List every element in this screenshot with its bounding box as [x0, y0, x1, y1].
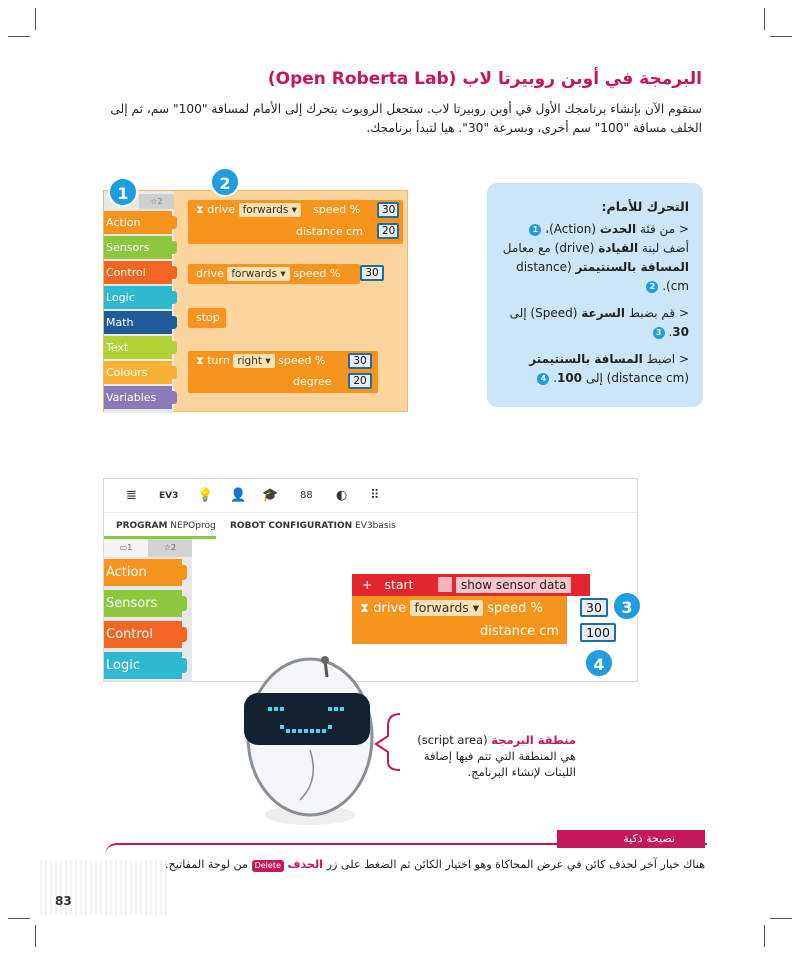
category-action[interactable]: Action	[104, 559, 182, 586]
robot-illustration	[240, 655, 390, 830]
drive-distance-block[interactable]	[188, 200, 403, 244]
distance-input[interactable]: 100	[580, 623, 616, 642]
user-icon[interactable]: 👤	[230, 488, 247, 503]
direction-dropdown[interactable]: forwards ▾	[227, 267, 289, 281]
block-label: drive	[373, 601, 407, 616]
category-logic[interactable]: Logic	[104, 652, 182, 679]
speed-label: speed %	[313, 203, 361, 216]
hourglass-icon: ⧗	[196, 203, 204, 216]
speed-label: speed %	[293, 267, 341, 280]
intro-paragraph: ستقوم الآن بإنشاء برنامجك الأول في أوبن روبيرتا لاب. ستجعل الروبوت يتحرك إلى الأمام لمسافة "100" سم، ثم إلى الخلف مسافة "100" سم أخرى، وبسرعة "30". هيا لتبدأ برنامجك.	[110, 102, 702, 135]
category-sensors[interactable]: Sensors	[104, 590, 182, 617]
tip-label: نصيحة ذكية	[557, 830, 705, 848]
speed-label: speed %	[278, 354, 326, 367]
editor-tabs	[104, 513, 637, 539]
gallery-icon[interactable]: 88	[300, 490, 313, 501]
speed-input[interactable]: 30	[348, 353, 372, 369]
step-badge-1: 1	[108, 177, 138, 207]
category-logic[interactable]: Logic	[104, 286, 172, 309]
distance-label: distance cm	[296, 225, 363, 238]
crop-mark	[8, 36, 30, 37]
hourglass-icon: ⧗	[196, 354, 204, 367]
graduation-cap-icon[interactable]: 🎓	[262, 488, 279, 503]
ev3-icon[interactable]: EV3	[159, 491, 179, 501]
step-marker: 3	[653, 327, 665, 339]
category-panel	[104, 191, 174, 413]
tab-robot-configuration[interactable]: ROBOT CONFIGURATION EV3basis	[230, 521, 396, 531]
category-sensors[interactable]: Sensors	[104, 236, 172, 259]
start-label: start	[384, 577, 414, 592]
block-label: turn	[207, 354, 230, 367]
start-block[interactable]	[352, 574, 590, 596]
direction-dropdown[interactable]: right ▾	[233, 354, 274, 368]
crop-mark	[764, 8, 765, 30]
instruction-item: < قم بضبط السرعة (Speed) إلى 30. 3	[509, 306, 689, 339]
direction-dropdown[interactable]: forwards ▾	[410, 600, 483, 616]
stop-block[interactable]	[188, 308, 226, 328]
blockly-screenshot-1	[103, 190, 408, 412]
block-label: drive	[207, 203, 236, 216]
category-action[interactable]: Action	[104, 211, 172, 234]
globe-icon[interactable]: ◐	[336, 488, 348, 503]
apps-grid-icon[interactable]: ⠿	[370, 488, 380, 503]
block-label: stop	[196, 311, 220, 324]
step-badge-2: 2	[210, 167, 240, 197]
category-control[interactable]: Control	[104, 621, 182, 648]
script-area-callout: منطقة البرمجة (script area) هي المنطقة التي تتم فيها إضافة اللبنات لإنشاء البرنامج.	[417, 733, 576, 779]
callout-bracket	[372, 712, 402, 772]
tab-favorites[interactable]: ☆2	[148, 539, 192, 557]
plus-icon[interactable]: +	[362, 577, 373, 592]
editor-toolbar	[104, 479, 637, 513]
open-roberta-editor	[103, 478, 638, 682]
sensor-checkbox[interactable]	[438, 577, 452, 592]
instructions-box	[487, 183, 703, 407]
speed-label: speed %	[487, 601, 543, 616]
delete-key: Delete	[252, 860, 284, 872]
menu-icon[interactable]: ≣	[126, 488, 137, 503]
distance-input[interactable]: 20	[377, 223, 399, 239]
step-badge-3: 3	[612, 591, 642, 621]
show-sensor-data-label: show sensor data	[456, 577, 571, 593]
step-marker: 4	[537, 373, 549, 385]
tip-text: هناك خيار آخر لحذف كائن في عرض المحاكاة وهو اختيار الكائن ثم الضغط على زر الحذف Delete من لوحة المفاتيح.	[164, 858, 705, 871]
category-colours[interactable]: Colours	[104, 361, 172, 384]
instruction-item: < اضبط المسافة بالسنتيمتر (distance cm) إلى 100. 4	[529, 352, 689, 385]
block-label: drive	[196, 267, 224, 280]
step-badge-4: 4	[584, 648, 614, 678]
step-marker: 2	[646, 281, 658, 293]
page-title: البرمجة في أوبن روبيرتا لاب (Open Roberta Lab)	[267, 69, 702, 89]
category-math[interactable]: Math	[104, 311, 172, 334]
crop-mark	[770, 918, 792, 919]
instructions-heading: التحرك للأمام:	[601, 199, 689, 214]
hourglass-icon: ⧗	[360, 601, 370, 616]
drive-distance-block[interactable]	[352, 596, 567, 644]
category-control[interactable]: Control	[104, 261, 172, 284]
degree-input[interactable]: 20	[348, 373, 372, 389]
category-panel	[104, 539, 192, 681]
distance-label: distance cm	[480, 624, 560, 639]
tab-1[interactable]: ▭1	[104, 539, 148, 557]
tab-program[interactable]: PROGRAM NEPOprog	[116, 521, 216, 531]
direction-dropdown[interactable]: forwards ▾	[239, 203, 301, 217]
crop-mark	[35, 925, 36, 947]
crop-mark	[8, 918, 30, 919]
page-number: 83	[55, 894, 72, 908]
drive-block[interactable]	[188, 264, 360, 284]
speed-input[interactable]: 30	[580, 598, 608, 617]
category-text[interactable]: Text	[104, 336, 172, 359]
favorites-tab[interactable]: ☆2	[139, 194, 174, 209]
crop-mark	[35, 8, 36, 30]
degree-label: degree	[293, 375, 332, 388]
crop-mark	[770, 36, 792, 37]
crop-mark	[764, 925, 765, 947]
speed-input[interactable]: 30	[360, 265, 384, 281]
speed-input[interactable]: 30	[377, 202, 399, 218]
lightbulb-icon[interactable]: 💡	[197, 488, 214, 503]
category-variables[interactable]: Variables	[104, 386, 172, 409]
instruction-item: < من فئة الحدث (Action)، 1 أضف لبنة القيادة (drive) مع معامل المسافة بالسنتيمتر (distance cm). 2	[502, 222, 689, 293]
step-marker: 1	[529, 224, 541, 236]
